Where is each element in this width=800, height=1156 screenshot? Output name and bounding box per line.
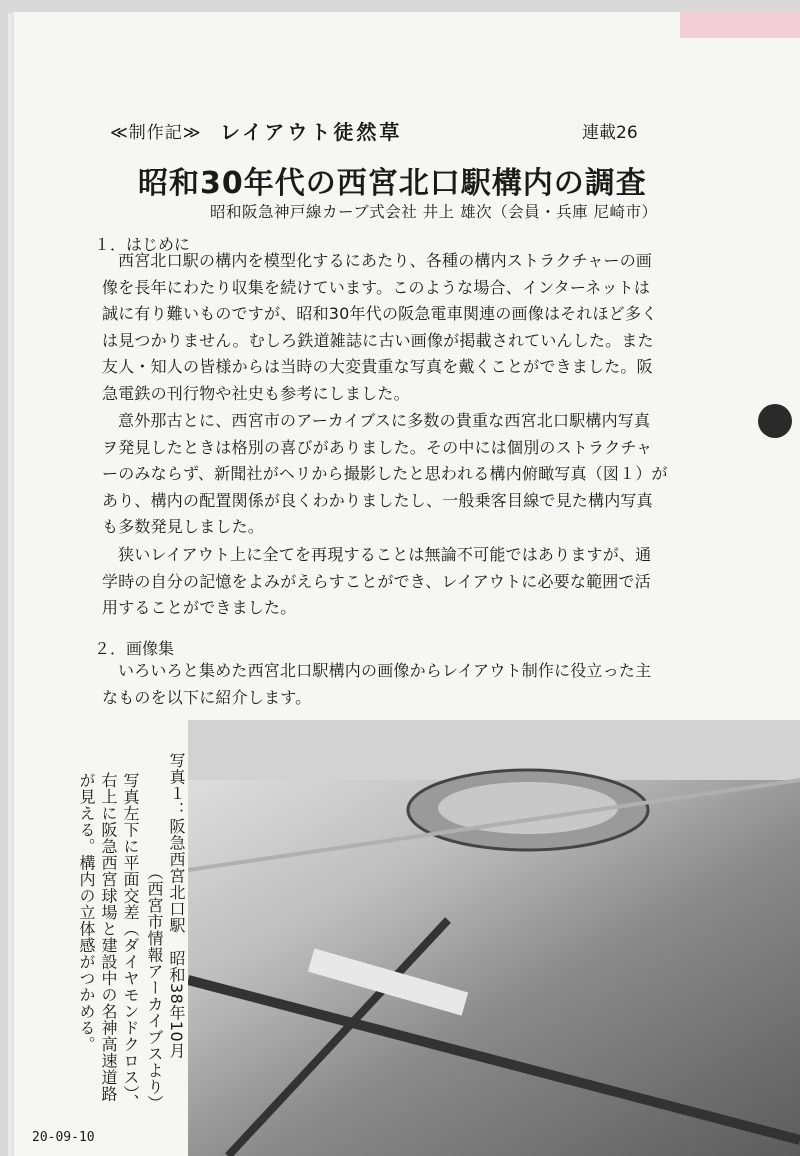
text-line: 像を長年にわたり収集を続けています。このような場合、インターネットは [102, 277, 651, 297]
caption-line-5: が見える。構内の立体感がつかめる。 [77, 772, 96, 1053]
railway-line [188, 980, 800, 1140]
section-heading-images: ２．画像集 [94, 639, 175, 658]
text-line: 用することができました。 [102, 598, 297, 618]
author-byline: 昭和阪急神戸線カーブ式会社 井上 雄次（会員・兵庫 尼崎市） [210, 203, 658, 221]
station-platform [308, 948, 468, 1015]
aerial-photo [188, 720, 800, 1156]
caption-line-1: 写真１：阪急西宮北口駅 昭和38年10月 [167, 752, 186, 1059]
text-line: 友人・知人の皆様からは当時の大変貴重な写真を戴くことができました。阪 [102, 357, 653, 377]
caption-line-3: 写真左下に平面交差（ダイヤモンドクロス）、 [121, 772, 140, 1111]
text-line: あり、構内の配置関係が良くわかりましたし、一般乗客目線で見た構内写真 [102, 490, 653, 510]
text-line: 西宮北口駅の構内を模型化するにあたり、各種の構内ストラクチャーの画 [118, 251, 653, 270]
series-label: ≪制作記≫ [110, 123, 202, 143]
text-line: は見つかりません。むしろ鉄道雑誌に古い画像が掲載されていんした。また [102, 330, 654, 350]
paragraph-images [102, 658, 651, 711]
installment-number: 連載26 [582, 123, 638, 143]
text-line: 学時の自分の記憶をよみがえらすことができ、レイアウトに必要な範囲で活 [102, 571, 651, 591]
paragraph-intro-3 [102, 542, 651, 622]
article-title: 昭和30年代の西宮北口駅構内の調査 [138, 166, 647, 201]
text-line: 意外那古とに、西宮市のアーカイブスに多数の貴重な西宮北口駅構内写真 [118, 411, 651, 430]
pink-tab [680, 12, 800, 38]
series-header [102, 116, 662, 146]
text-line: 誠に有り難いものですが、昭和30年代の阪急電車関連の画像はそれほど多く [102, 304, 658, 324]
text-line: 急電鉄の刊行物や社史も参考にしました。 [102, 383, 410, 403]
text-line: も多数発見しました。 [102, 517, 265, 537]
paragraph-intro-2 [102, 408, 668, 541]
stadium-field [438, 782, 618, 834]
text-line: なものを以下に紹介します。 [102, 687, 312, 707]
date-stamp: 20-09-10 [32, 1130, 95, 1145]
text-line: いろいろと集めた西宮北口駅構内の画像からレイアウト制作に役立った主 [118, 661, 652, 680]
series-title: レイアウト徒然草 [220, 120, 403, 144]
caption-line-2: （西宮市情報アーカイブスより） [145, 864, 164, 1112]
caption-line-4: 右上に阪急西宮球場と建設中の名神高速道路 [99, 772, 118, 1102]
punch-hole-top [758, 404, 792, 438]
text-line: 狭いレイアウト上に全てを再現することは無論不可能ではありますが、通 [118, 545, 652, 564]
text-line: ヲ発見したときは格別の喜びがありました。その中には個別のストラクチャ [102, 437, 653, 457]
section-heading-intro: １．はじめに [94, 235, 191, 254]
paragraph-intro-1 [102, 248, 657, 408]
aerial-photo-drawing [188, 720, 800, 1156]
text-line: ーのみならず、新聞社がヘリから撮影したと思われる構内俯瞰写真（図１）が [102, 464, 668, 484]
